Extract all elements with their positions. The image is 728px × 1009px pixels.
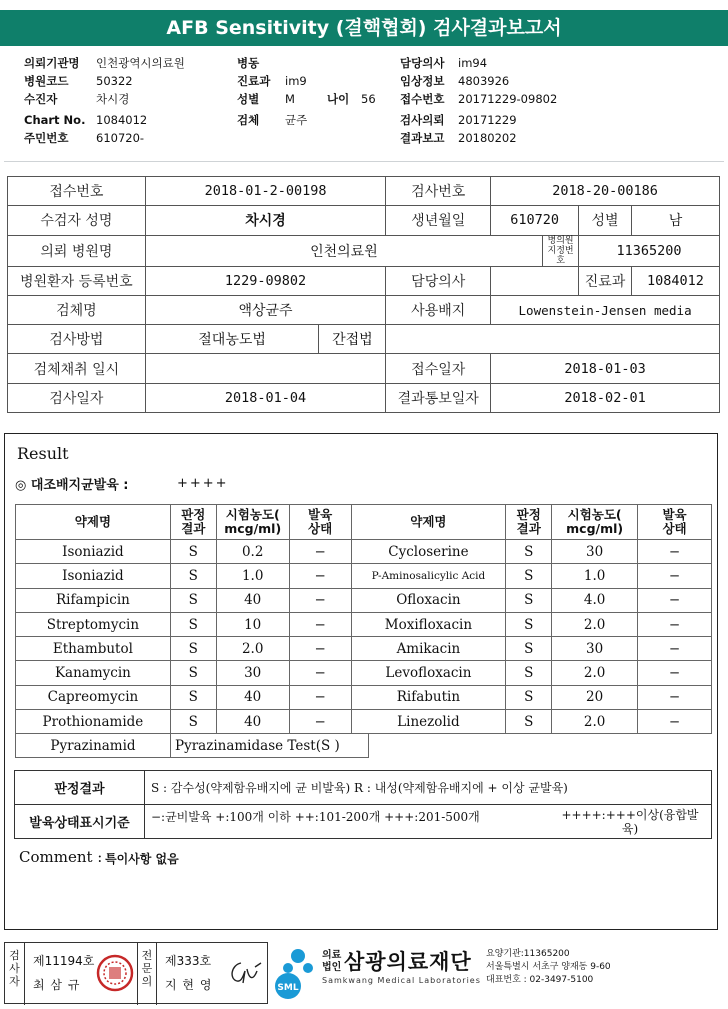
drug-growth: − — [289, 588, 351, 612]
info-row — [8, 354, 720, 383]
drug-growth: − — [638, 637, 712, 661]
drug-growth: − — [638, 661, 712, 685]
info-row — [8, 295, 720, 324]
drug-growth: − — [289, 564, 351, 588]
col-growth: 발육 상태 — [638, 505, 712, 540]
footer — [0, 942, 728, 1004]
drug-name: Cycloserine — [351, 540, 506, 564]
drug-result: S — [506, 564, 552, 588]
drug-result: S — [506, 612, 552, 636]
legend-growth-cell — [145, 805, 712, 839]
drug-row — [16, 612, 712, 636]
header-row: 병동 — [237, 56, 260, 70]
doctor-value — [491, 266, 579, 295]
control-growth-value: ++++ — [177, 476, 229, 491]
pyrazinamide-name: Pyrazinamid — [16, 734, 171, 758]
drug-concentration: 1.0 — [216, 564, 289, 588]
drug-concentration: 10 — [216, 612, 289, 636]
birth-value: 610720 — [491, 206, 579, 235]
drug-growth: − — [638, 685, 712, 709]
drug-result: S — [170, 685, 216, 709]
drug-name: Prothionamide — [16, 710, 171, 734]
specimen-label: 검체명 — [8, 295, 146, 324]
header-divider — [4, 161, 724, 162]
corp-name: 삼광의료재단 — [344, 950, 472, 974]
medium-value: Lowenstein-Jensen media — [491, 295, 720, 324]
hospital-label: 의뢰 병원명 — [8, 235, 146, 266]
drug-row — [16, 637, 712, 661]
drug-result: S — [170, 637, 216, 661]
drug-result: S — [170, 564, 216, 588]
header-right — [400, 56, 557, 146]
hospital-code-label: 병의원 지정번호 — [543, 235, 579, 266]
signature-icon — [227, 957, 265, 989]
birth-label: 생년월일 — [386, 206, 491, 235]
info-row — [8, 177, 720, 206]
drug-name: P-Aminosalicylic Acid — [351, 564, 506, 588]
drug-growth: − — [638, 564, 712, 588]
info-row — [8, 325, 720, 354]
info-row — [8, 383, 720, 412]
header-row: 임상정보 4803926 — [400, 74, 510, 88]
header-row: 접수번호 20171229-09802 — [400, 92, 558, 106]
specialist-no: 제333호 — [165, 954, 212, 968]
sml-logo-text: SML — [277, 983, 299, 993]
drug-concentration: 0.2 — [216, 540, 289, 564]
drug-result: S — [506, 637, 552, 661]
drug-concentration: 2.0 — [216, 637, 289, 661]
seal-icon — [95, 953, 135, 993]
col-drug-name: 약제명 — [16, 505, 171, 540]
info-row — [8, 266, 720, 295]
doctor-label: 담당의사 — [386, 266, 491, 295]
specialist-name: 지 현 영 — [165, 978, 213, 992]
header-row: 검체 균주 — [237, 113, 308, 127]
drug-concentration: 20 — [552, 685, 638, 709]
medium-label: 사용배지 — [386, 295, 491, 324]
drug-name: Linezolid — [351, 710, 506, 734]
test-no-value: 2018-20-00186 — [491, 177, 720, 206]
method-empty — [386, 325, 720, 354]
drug-row — [16, 588, 712, 612]
legend-row — [15, 771, 712, 805]
corp-code: 요양기관:11365200 — [486, 949, 570, 959]
col-drug-name: 약제명 — [351, 505, 506, 540]
test-no-label: 검사번호 — [386, 177, 491, 206]
drug-row — [16, 710, 712, 734]
legend-table — [14, 770, 712, 839]
drug-concentration: 30 — [216, 661, 289, 685]
drug-concentration: 2.0 — [552, 710, 638, 734]
report-date-label: 결과통보일자 — [386, 383, 491, 412]
drug-growth: − — [289, 540, 351, 564]
legend-growth-value: −:균비발육 +:100개 이하 ++:101-200개 +++:201-500개 — [151, 809, 480, 824]
drug-row — [16, 685, 712, 709]
drug-result: S — [506, 588, 552, 612]
drug-result: S — [506, 685, 552, 709]
header-row: 주민번호 610720- — [24, 131, 145, 145]
header-row: Chart No. 1084012 — [24, 113, 148, 127]
header-row: 검사의뢰 20171229 — [400, 113, 517, 127]
test-date-label: 검사일자 — [8, 383, 146, 412]
legend-judgment-label: 판정결과 — [15, 771, 145, 805]
sex-label: 성별 — [579, 206, 632, 235]
specimen-value: 액상균주 — [145, 295, 386, 324]
sex-value: 남 — [631, 206, 719, 235]
drug-concentration: 2.0 — [552, 661, 638, 685]
corp-street: 서울특별시 서초구 양재동 9-60 — [486, 962, 611, 972]
drug-result: S — [506, 661, 552, 685]
legend-growth-label: 발육상태표시기준 — [15, 805, 145, 839]
hospital-value: 인천의료원 — [145, 235, 542, 266]
drug-result: S — [506, 540, 552, 564]
drug-name: Isoniazid — [16, 540, 171, 564]
col-judgment: 판정 결과 — [506, 505, 552, 540]
comment-label: Comment : — [19, 848, 103, 866]
col-judgment: 판정 결과 — [170, 505, 216, 540]
drug-table-header — [16, 505, 712, 540]
drug-concentration: 40 — [216, 588, 289, 612]
drug-name: Moxifloxacin — [351, 612, 506, 636]
sml-logo-icon — [272, 946, 320, 1000]
corp-type: 의료 법인 — [322, 950, 342, 973]
drug-concentration: 30 — [552, 637, 638, 661]
result-title: Result — [17, 444, 69, 463]
col-growth: 발육 상태 — [289, 505, 351, 540]
drug-row — [16, 540, 712, 564]
drug-concentration: 30 — [552, 540, 638, 564]
drug-result: S — [170, 588, 216, 612]
drug-result: S — [170, 710, 216, 734]
header-left — [24, 56, 185, 146]
drug-growth: − — [638, 588, 712, 612]
header-row: 병원코드 50322 — [24, 74, 133, 88]
drug-name: Capreomycin — [16, 685, 171, 709]
drug-name: Ethambutol — [16, 637, 171, 661]
drug-growth: − — [638, 710, 712, 734]
drug-result: S — [170, 540, 216, 564]
signature-box — [4, 942, 268, 1004]
registration-label: 병원환자 등록번호 — [8, 266, 146, 295]
header-row: 의뢰기관명 인천광역시의료원 — [24, 56, 185, 70]
corp-address — [486, 948, 611, 987]
patient-name-value: 차시경 — [145, 206, 386, 235]
method-value-1: 절대농도법 — [145, 325, 319, 354]
drug-growth: − — [289, 661, 351, 685]
drug-result: S — [170, 612, 216, 636]
drug-concentration: 2.0 — [552, 612, 638, 636]
drug-name: Isoniazid — [16, 564, 171, 588]
collect-value — [145, 354, 386, 383]
drug-result: S — [506, 710, 552, 734]
drug-concentration: 1.0 — [552, 564, 638, 588]
hospital-code-value: 11365200 — [579, 235, 720, 266]
drug-name: Ofloxacin — [351, 588, 506, 612]
receipt-date-value: 2018-01-03 — [491, 354, 720, 383]
drug-name: Rifabutin — [351, 685, 506, 709]
header-row: 수진자 차시경 — [24, 92, 130, 106]
examiner-name: 최 삼 규 — [33, 978, 81, 992]
drug-growth: − — [289, 637, 351, 661]
header-row: 결과보고 20180202 — [400, 131, 517, 145]
dept-label: 진료과 — [579, 266, 632, 295]
drug-growth: − — [289, 612, 351, 636]
col-concentration: 시험농도( mcg/ml) — [552, 505, 638, 540]
drug-concentration: 4.0 — [552, 588, 638, 612]
pyrazinamide-table — [15, 733, 369, 758]
examiner-label: 검사자 — [5, 943, 25, 1005]
drug-concentration: 40 — [216, 685, 289, 709]
drug-growth: − — [638, 540, 712, 564]
pyrazinamide-value: Pyrazinamidase Test(S ) — [171, 734, 369, 758]
test-date-value: 2018-01-04 — [145, 383, 386, 412]
drug-name: Kanamycin — [16, 661, 171, 685]
legend-row — [15, 805, 712, 839]
legend-judgment-value: S : 감수성(약제함유배지에 균 비발육) R : 내성(약제함유배지에 + 이상 균발육) — [145, 771, 712, 805]
header-mid — [237, 56, 376, 128]
info-row — [8, 206, 720, 235]
examiner-no: 제11194호 — [33, 954, 95, 968]
drug-name: Amikacin — [351, 637, 506, 661]
receipt-date-label: 접수일자 — [386, 354, 491, 383]
report-title: AFB Sensitivity (결핵협회) 검사결과보고서 — [0, 10, 728, 46]
header-row: 진료과 im9 — [237, 74, 307, 88]
drug-result: S — [170, 661, 216, 685]
method-label: 검사방법 — [8, 325, 146, 354]
specialist-label: 전문의 — [137, 943, 157, 1005]
drug-growth: − — [638, 612, 712, 636]
receipt-no-value: 2018-01-2-00198 — [145, 177, 386, 206]
drug-concentration: 40 — [216, 710, 289, 734]
drug-name: Rifampicin — [16, 588, 171, 612]
patient-info-table — [7, 176, 720, 413]
col-concentration: 시험농도( mcg/ml) — [216, 505, 289, 540]
drug-row — [16, 564, 712, 588]
collect-label: 검체채취 일시 — [8, 354, 146, 383]
result-section — [4, 433, 718, 930]
legend-growth-value-2: ++++:+++이상(융합발육) — [561, 807, 699, 836]
registration-value: 1229-09802 — [145, 266, 386, 295]
drug-name: Streptomycin — [16, 612, 171, 636]
drug-growth: − — [289, 710, 351, 734]
header-row: 성별 M 나이 56 — [237, 92, 376, 106]
dept-value: 1084012 — [631, 266, 719, 295]
drug-table — [15, 504, 712, 734]
method-value-2: 간접법 — [319, 325, 386, 354]
corp-phone: 대표번호 : 02-3497-5100 — [486, 975, 594, 985]
comment-value: 특이사항 없음 — [105, 852, 179, 866]
info-row — [8, 235, 720, 266]
corp-english-name: Samkwang Medical Laboratories — [322, 976, 481, 985]
drug-name: Levofloxacin — [351, 661, 506, 685]
pyrazinamide-row — [16, 734, 369, 758]
receipt-no-label: 접수번호 — [8, 177, 146, 206]
patient-name-label: 수검자 성명 — [8, 206, 146, 235]
drug-row — [16, 661, 712, 685]
control-growth-label: ◎ 대조배지균발육 : — [15, 478, 129, 493]
report-date-value: 2018-02-01 — [491, 383, 720, 412]
header-row: 담당의사 im94 — [400, 56, 488, 70]
drug-growth: − — [289, 685, 351, 709]
